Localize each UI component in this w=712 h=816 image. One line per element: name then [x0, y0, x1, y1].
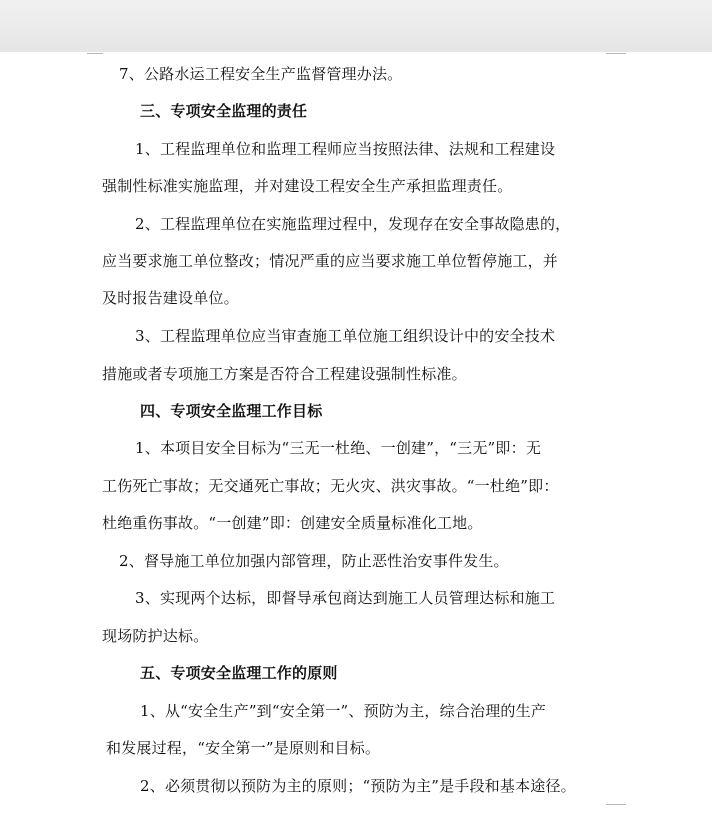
paragraph-line: 现场防护达标。	[102, 627, 209, 645]
paragraph-line: 及时报告建设单位。	[102, 289, 239, 307]
paragraph-line: 和发展过程，“安全第一”是原则和目标。	[106, 739, 381, 757]
paragraph-line: 措施或者专项施工方案是否符合工程建设强制性标准。	[102, 365, 467, 383]
paragraph-line: 强制性标准实施监理，并对建设工程安全生产承担监理责任。	[102, 177, 513, 195]
paragraph-line: 3、工程监理单位应当审查施工单位施工组织设计中的安全技术	[135, 327, 556, 345]
paragraph-line: 应当要求施工单位整改；情况严重的应当要求施工单位暂停施工，并	[102, 252, 559, 270]
paragraph-line: 2、督导施工单位加强内部管理，防止恶性治安事件发生。	[119, 552, 509, 570]
paragraph-line: 工伤死亡事故；无交通死亡事故；无火灾、洪灾事故。“一杜绝”即：	[102, 477, 559, 495]
window-top-band	[0, 0, 712, 53]
paragraph-line: 杜绝重伤事故。“一创建”即：创建安全质量标准化工地。	[102, 514, 483, 532]
paragraph-line: 2、工程监理单位在实施监理过程中，发现存在安全事故隐患的，	[135, 215, 571, 233]
paragraph-line: 3、实现两个达标，即督导承包商达到施工人员管理达标和施工	[135, 589, 556, 607]
margin-mark-bottom-right	[606, 803, 626, 805]
margin-mark-top-left	[87, 52, 103, 54]
paragraph-line: 1、从“安全生产”到“安全第一”、预防为主，综合治理的生产	[140, 702, 547, 720]
section-heading-3: 三、专项安全监理的责任	[140, 102, 308, 120]
section-heading-5: 五、专项安全监理工作的原则	[140, 664, 338, 682]
section-heading-4: 四、专项安全监理工作目标	[140, 402, 323, 420]
document-page	[0, 52, 712, 816]
margin-mark-top-right	[606, 52, 626, 54]
list-item-7: 7、公路水运工程安全生产监督管理办法。	[119, 65, 403, 83]
paragraph-line: 2、必须贯彻以预防为主的原则；“预防为主”是手段和基本途径。	[140, 777, 576, 795]
paragraph-line: 1、本项目安全目标为“三无一杜绝、一创建”，“三无”即：无	[135, 439, 542, 457]
paragraph-line: 1、工程监理单位和监理工程师应当按照法律、法规和工程建设	[135, 140, 556, 158]
